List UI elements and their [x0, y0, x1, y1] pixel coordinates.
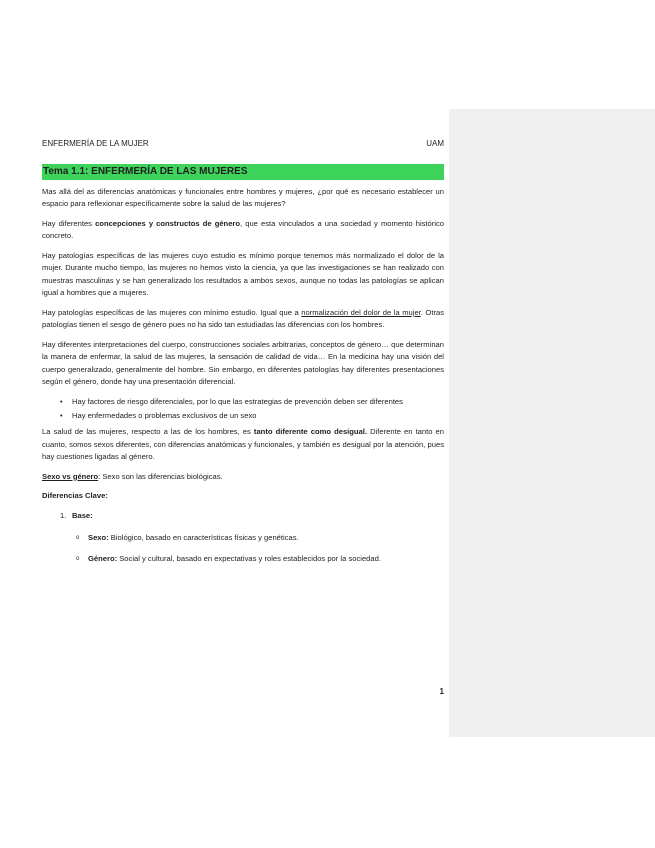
- paragraph-1: Mas allá del as diferencias anatómicas y funcionales entre hombres y mujeres, ¿por qué es necesario establecer un espacio para reflexionar específicamente sobre la salud de las mujeres?: [42, 187, 444, 209]
- paragraph-5: Hay diferentes interpretaciones del cuerpo, construcciones sociales arbitrarias, conceptos de género… que determinan la manera de enfermar, la salud de las mujeres, la sensación de calidad de vida… En la medicina hay una visión del cuerpo generalizado, generalmente del hombre. Sin embargo, en diferentes patologías hay diferentes presentaciones según el género, donde hay una presentación diferencial.: [42, 339, 444, 386]
- bullet-item: • Hay factores de riesgo diferenciales, por lo que las estrategias de prevención deben ser diferentes: [72, 396, 444, 408]
- paragraph-6: La salud de las mujeres, respecto a las de los hombres, es tanto diferente como desigual. Diferente en tanto en cuanto, somos sexos diferentes, con diferencias anatómicas y funcionales, y también es desigual por la atención, pues hay cuestiones ligadas al género.: [42, 427, 444, 461]
- sub-item-genero: o Género: Social y cultural, basado en expectativas y roles establecidos por la sociedad.: [88, 553, 444, 565]
- bullet-item: • Hay enfermedades o problemas exclusivos de un sexo: [72, 410, 444, 422]
- key-differences-heading: Diferencias Clave:: [42, 491, 108, 501]
- document-body: [42, 186, 444, 574]
- sub-list: [72, 532, 444, 566]
- header-left: ENFERMERÍA DE LA MUJER: [42, 139, 149, 148]
- comments-pane: [449, 109, 655, 737]
- numbered-list: [42, 510, 444, 565]
- topic-title: Tema 1.1: ENFERMERÍA DE LAS MUJERES: [42, 164, 444, 180]
- paragraph-2: Hay diferentes concepciones y constructos de género, que esta vinculados a una sociedad y momento histórico concreto.: [42, 219, 444, 241]
- numbered-item: 1. Base: o Sexo: Biológico, basado en características físicas y genéticas. o Género: Social y cultural, basado en expectativas y roles establecidos por la sociedad.: [72, 510, 444, 565]
- page-number: 1: [439, 687, 444, 696]
- paragraph-4: Hay patologías específicas de las mujeres con mínimo estudio. Igual que a normalización del dolor de la mujer. Otras patologías tienen el sesgo de género pues no ha sido tan estudiadas las diferencias con los hombres.: [42, 307, 444, 330]
- paragraph-3: Hay patologías específicas de las mujeres cuyo estudio es mínimo porque tenemos más normalizado el dolor de la mujer. Durante mucho tiempo, las mujeres no hemos visto la ciencia, ya que las investigaciones se han realizado con muestras masculinas y se han generalizado los resultados a ambos sexos, aunque no todas las patologías se aplican igual a hombres que a mujeres.: [42, 251, 444, 298]
- paragraph-7: Sexo vs género: Sexo son las diferencias biológicas.: [42, 471, 223, 481]
- sub-item-sexo: o Sexo: Biológico, basado en características físicas y genéticas.: [88, 532, 444, 544]
- bullet-list: [42, 396, 444, 423]
- page-header: [42, 139, 444, 148]
- header-right: UAM: [426, 139, 444, 148]
